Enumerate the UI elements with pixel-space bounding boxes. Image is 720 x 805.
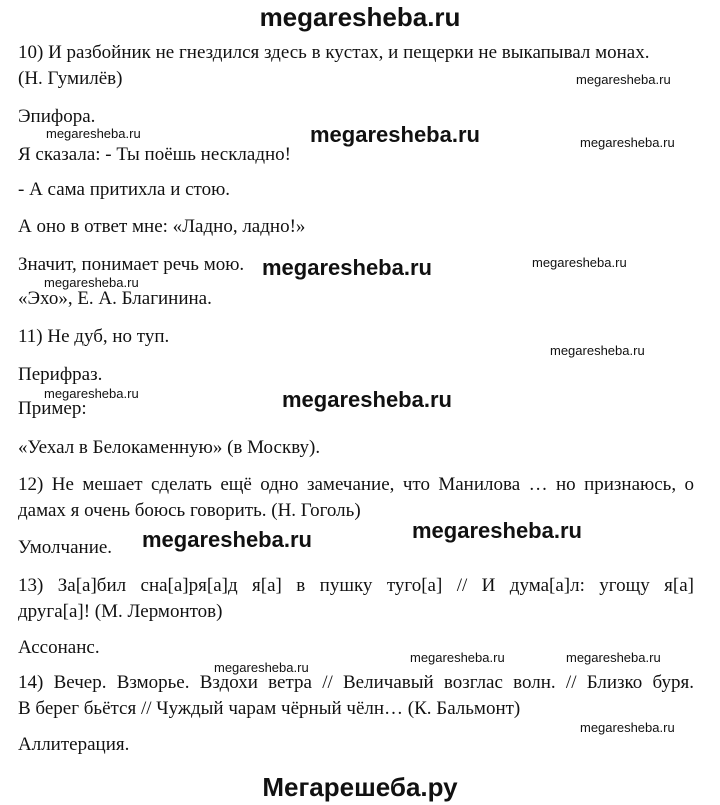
watermark: megaresheba.ru xyxy=(410,650,505,665)
question-14-line-2: В берег бьётся // Чуждый чарам чёрный чёлн… (К. Бальмонт) xyxy=(18,698,521,719)
poem-source: «Эхо», Е. А. Благинина. xyxy=(18,288,212,309)
poem-line-1: Я сказала: - Ты поёшь нескладно! xyxy=(18,144,291,165)
watermark: megaresheba.ru xyxy=(214,660,309,675)
question-12-line-2: дамах я очень боюсь говорить. (Н. Гоголь) xyxy=(18,500,361,521)
watermark: megaresheba.ru xyxy=(310,122,480,147)
watermark: megaresheba.ru xyxy=(44,386,139,401)
watermark: megaresheba.ru xyxy=(44,275,139,290)
watermark: megaresheba.ru xyxy=(580,720,675,735)
answer-10: Эпифора. xyxy=(18,106,96,127)
watermark: megaresheba.ru xyxy=(142,527,312,552)
watermark: megaresheba.ru xyxy=(566,650,661,665)
example-label: Пример: xyxy=(18,398,87,419)
example-text: «Уехал в Белокаменную» (в Москву). xyxy=(18,437,321,458)
question-13-line-1: 13) За[а]бил сна[а]ря[а]д я[а] в пушку туго[а] // И дума[а]л: угощу я[а] xyxy=(18,575,694,596)
watermark: megaresheba.ru xyxy=(412,518,582,543)
poem-line-4: Значит, понимает речь мою. xyxy=(18,254,245,275)
answer-12: Умолчание. xyxy=(18,537,113,558)
watermark: megaresheba.ru xyxy=(532,255,627,270)
site-footer: Мегарешеба.ру xyxy=(262,772,458,802)
question-12-line-1: 12) Не мешает сделать ещё одно замечание, что Манилова … но признаюсь, о xyxy=(18,474,694,495)
answer-14: Аллитерация. xyxy=(18,734,130,755)
watermark: megaresheba.ru xyxy=(282,387,452,412)
site-header: megaresheba.ru xyxy=(259,2,461,32)
question-13-line-2: друга[а]! (М. Лермонтов) xyxy=(18,601,223,622)
answer-13: Ассонанс. xyxy=(18,637,100,658)
watermark: megaresheba.ru xyxy=(576,72,671,87)
watermark: megaresheba.ru xyxy=(262,255,432,280)
watermark: megaresheba.ru xyxy=(46,126,141,141)
question-11: 11) Не дуб, но туп. xyxy=(18,326,170,347)
answer-11: Перифраз. xyxy=(18,364,103,385)
poem-line-2: - А сама притихла и стою. xyxy=(18,179,231,200)
watermark: megaresheba.ru xyxy=(550,343,645,358)
poem-line-3: А оно в ответ мне: «Ладно, ладно!» xyxy=(18,216,306,237)
question-10-line-1: 10) И разбойник не гнездился здесь в кустах, и пещерки не выкапывал монах. xyxy=(18,42,650,63)
watermark: megaresheba.ru xyxy=(580,135,675,150)
question-14-line-1: 14) Вечер. Взморье. Вздохи ветра // Величавый возглас волн. // Близко буря. xyxy=(18,672,694,693)
question-10-line-2: (Н. Гумилёв) xyxy=(18,68,123,89)
